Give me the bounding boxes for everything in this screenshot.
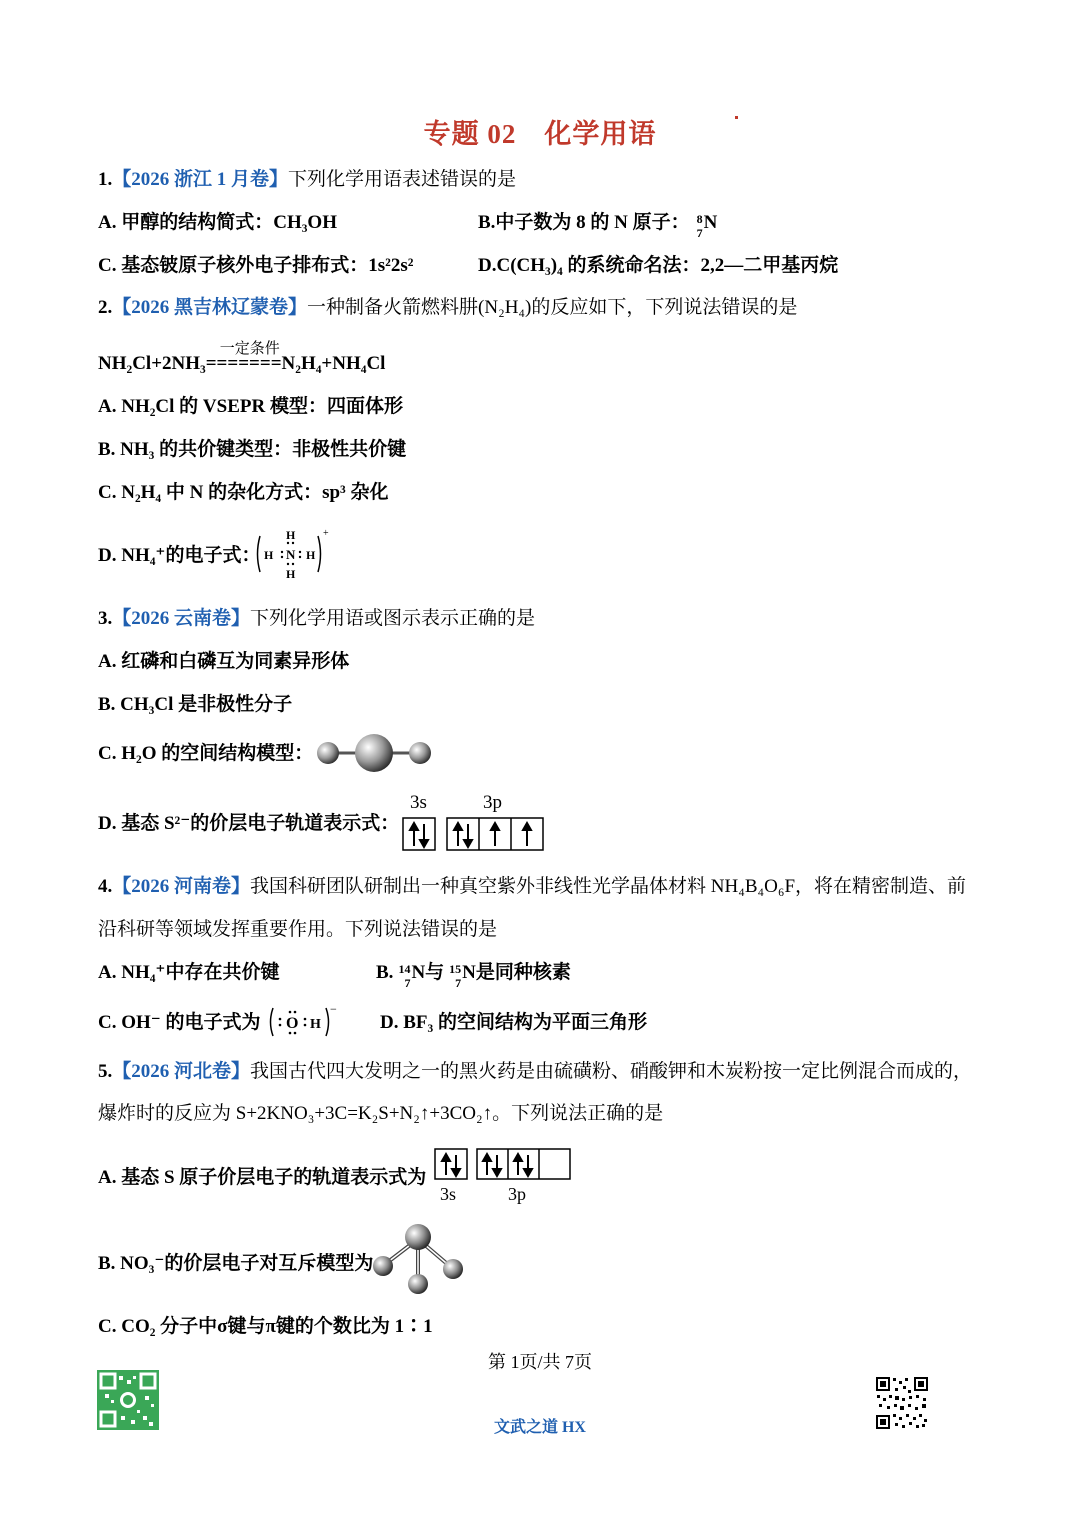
option-text: N是同种核素: [462, 962, 571, 983]
ligand-atom: [443, 1259, 463, 1279]
question-2-option-c: C. N₂H₄ 中 N 的杂化方式：sp³ 杂化: [98, 482, 389, 503]
equation-arrow: [205, 341, 282, 376]
question-5-stem: [98, 1060, 972, 1084]
sulfur-orbital-diagram: [432, 1146, 574, 1208]
orbital-3s-label: 3s: [410, 792, 427, 813]
hydrogen-left: H: [264, 548, 274, 562]
atomic-number: 7: [696, 226, 703, 240]
water-ball-model: [314, 732, 436, 774]
question-text: 我国古代四大发明之一的黑火药是由硫磺粉、硝酸钾和木炭粉按一定比例混合而成的，: [250, 1061, 973, 1082]
question-3-option-d: D. 基态 S²⁻的价层电子轨道表示式：: [98, 813, 400, 834]
charge-minus: −: [330, 1004, 337, 1016]
question-2-option-d: [98, 544, 260, 568]
question-2-option-b: B. NH₃ 的共价键类型：非极性共价键: [98, 439, 407, 460]
orbital-3p-label: 3p: [483, 792, 502, 813]
page-title: 专题 02 化学用语: [423, 119, 657, 149]
question-text: 下列化学用语或图示表示正确的是: [250, 608, 536, 629]
question-4-stem-continued: 沿科研等领域发挥重要作用。下列说法错误的是: [98, 919, 498, 940]
ammonium-electron-formula: [252, 526, 332, 582]
question-source-tag: 【2026 河北卷】: [112, 1061, 251, 1082]
question-source-tag: 【2026 河南卷】: [112, 876, 251, 897]
orbital-3s-label: 3s: [440, 1184, 457, 1204]
question-4-option-a: A. NH₄⁺中存在共价键: [98, 962, 280, 983]
mass-number: 8: [696, 212, 703, 226]
hydrogen-top: H: [286, 528, 296, 542]
question-source-tag: 【2026 浙江 1 月卷】: [112, 169, 289, 190]
question-source-tag: 【2026 黑吉林辽蒙卷】: [112, 297, 308, 318]
question-5-option-a: A. 基态 S 原子价层电子的轨道表示式为: [98, 1167, 427, 1188]
hydrogen-atom: [409, 742, 431, 764]
option-label: A. 甲醇的结构简式：: [98, 212, 274, 233]
question-4-option-d: D. BF₃ 的空间结构为平面三角形: [380, 1012, 647, 1033]
qr-code: [875, 1376, 929, 1430]
question-2-stem: [98, 296, 797, 320]
question-number: 4.: [98, 876, 113, 897]
question-3-option-a: A. 红磷和白磷互为同素异形体: [98, 651, 350, 672]
question-3-option-c: C. H₂O 的空间结构模型：: [98, 743, 314, 764]
option-text: N与: [411, 962, 445, 983]
equals-sign: =======: [205, 353, 282, 374]
question-1-option-d: D.C(CH₃)₄ 的系统命名法：2,2—二甲基丙烷: [478, 255, 839, 276]
hydrogen-bottom: H: [286, 567, 296, 581]
question-text: 下列化学用语表述错误的是: [288, 169, 517, 190]
hydroxide-electron-formula: [266, 1004, 338, 1040]
option-label: C. 基态铍原子核外电子排布式：: [98, 255, 369, 276]
hydrogen-atom: [317, 742, 339, 764]
orbital-3p-label: 3p: [508, 1184, 526, 1204]
question-number: 5.: [98, 1061, 113, 1082]
option-formula: CH₃OH: [273, 212, 337, 233]
atomic-number: 7: [404, 976, 411, 990]
question-5-option-b: B. NO₃⁻的价层电子对互斥模型为: [98, 1253, 374, 1274]
page-number: 第 1页/共 7页: [487, 1352, 592, 1372]
question-number: 1.: [98, 169, 113, 190]
question-source-tag: 【2026 云南卷】: [112, 608, 251, 629]
equation-condition: 一定条件: [219, 341, 280, 357]
central-atom: [405, 1224, 431, 1250]
option-label: B.中子数为 8 的 N 原子：: [478, 212, 690, 233]
option-formula: 1s²2s²: [368, 255, 414, 276]
equation-right: N₂H₄+NH₄Cl: [281, 353, 386, 374]
question-text: 我国科研团队研制出一种真空紫外非线性光学晶体材料 NH₄B₄O₆F，将在精密制造、前: [250, 876, 967, 897]
question-1-option-c: [98, 254, 413, 278]
mass-number: 15: [449, 962, 462, 976]
isotope-notation: [393, 961, 411, 990]
question-4-option-b: [376, 961, 571, 990]
question-5-option-c: C. CO₂ 分子中σ键与π键的个数比为 1∶1: [98, 1316, 433, 1337]
reaction-equation: [98, 341, 386, 376]
nitrogen-center: N: [286, 547, 296, 562]
question-3-stem: [98, 607, 535, 631]
question-5-stem-continued: 爆炸时的反应为 S+2KNO₃+3C=K₂S+N₂↑+3CO₂↑。下列说法正确的是: [98, 1103, 664, 1124]
isotope-notation: [690, 211, 704, 240]
hydrogen-symbol: H: [310, 1017, 321, 1032]
question-4-stem: [98, 875, 966, 899]
orbital-box-3s: [403, 818, 435, 850]
question-3-option-b: B. CH₃Cl 是非极性分子: [98, 694, 293, 715]
right-bracket: [318, 536, 321, 572]
question-number: 2.: [98, 297, 113, 318]
question-1-option-b: [478, 211, 718, 240]
ligand-atom: [408, 1274, 428, 1294]
sulfide-orbital-diagram: [400, 788, 550, 854]
orbital-box-3p: [477, 1149, 570, 1179]
hydrogen-right: H: [306, 548, 316, 562]
option-label: D. NH₄⁺的电子式：: [98, 545, 261, 566]
question-4-option-c: C. OH⁻ 的电子式为: [98, 1012, 261, 1033]
element-symbol: N: [703, 212, 718, 233]
isotope-notation: [444, 961, 462, 990]
orbital-box-3s: [435, 1149, 467, 1179]
question-2-option-a: A. NH₂Cl 的 VSEPR 模型：四面体形: [98, 396, 403, 417]
trigonal-planar-model: [368, 1222, 472, 1298]
question-1-option-a: [98, 211, 337, 235]
oxygen-symbol: O: [286, 1015, 299, 1032]
question-text: 一种制备火箭燃料肼(N₂H₄)的反应如下，下列说法错误的是: [307, 297, 798, 318]
brand-watermark: 文武之道 HX: [493, 1419, 586, 1436]
left-bracket: [258, 536, 261, 572]
question-1-stem: [98, 168, 516, 192]
charge-plus: +: [323, 528, 329, 539]
option-label: B.: [376, 962, 394, 983]
atomic-number: 7: [455, 976, 462, 990]
ligand-atom: [373, 1256, 393, 1276]
question-number: 3.: [98, 608, 113, 629]
mass-number: 14: [398, 962, 411, 976]
equation-left: NH₂Cl+2NH₃: [98, 353, 206, 374]
oxygen-atom: [355, 734, 393, 772]
